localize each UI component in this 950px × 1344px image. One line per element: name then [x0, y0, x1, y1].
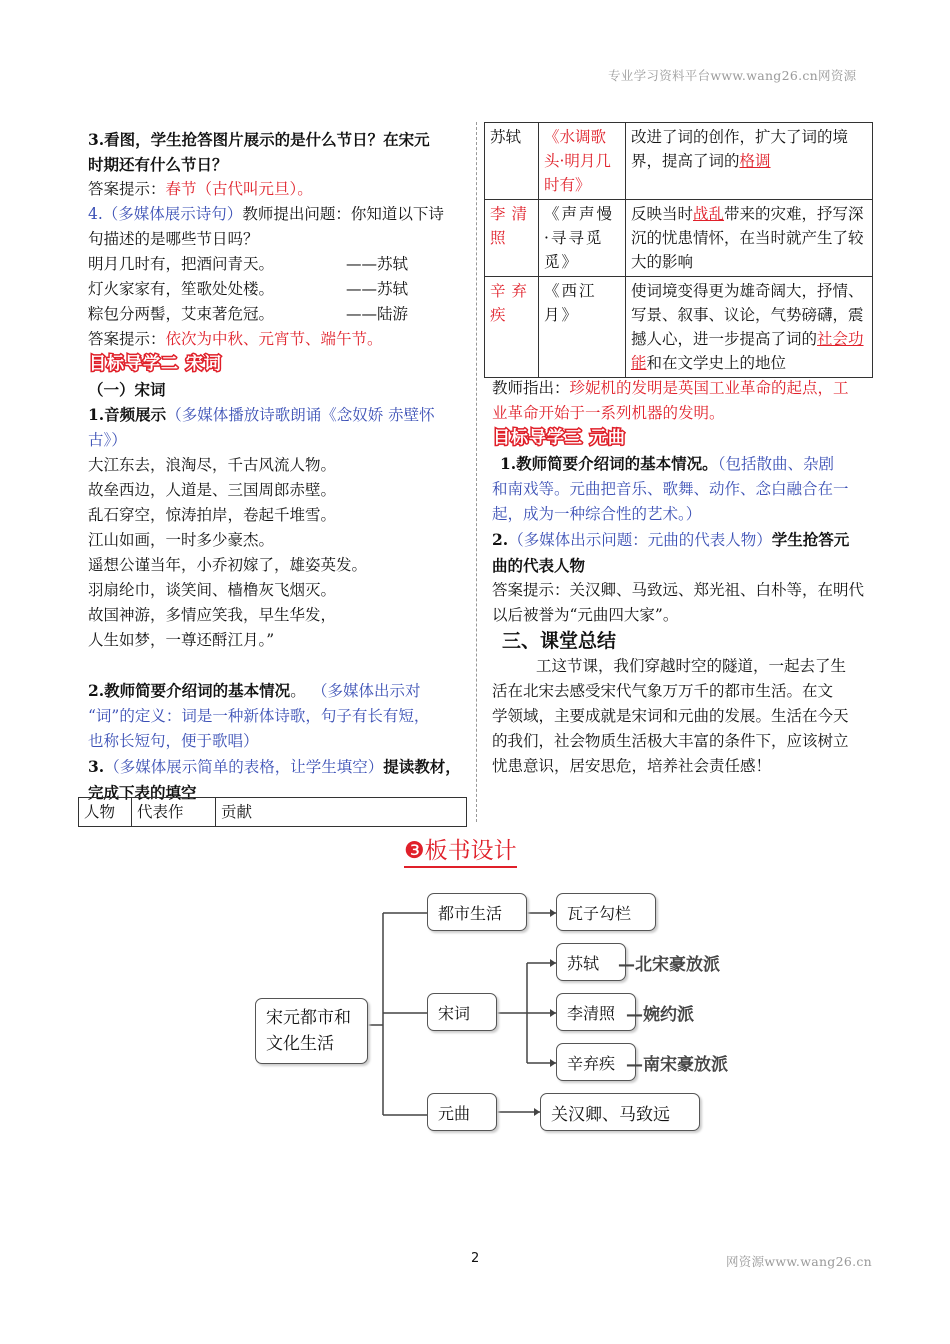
- node-label: 关汉卿、马致远: [551, 1104, 670, 1125]
- node-label: 都市生活: [438, 903, 503, 923]
- poem-niannujiao-3: 乱石穿空，惊涛拍岸，卷起千堆雪。: [88, 506, 337, 524]
- contrib-text: 反映当时: [631, 205, 694, 223]
- intro-note-3: 也称长短句，便于歌唱）: [88, 732, 259, 750]
- mindmap-node-wazi: [556, 893, 656, 931]
- contrib-text: 和在文学史上的地位: [646, 354, 787, 372]
- intro-label: 2.教师简要介绍词的基本情况: [88, 681, 291, 700]
- intro-dot: 。: [290, 682, 306, 700]
- mindmap-tag-xinqiji: —南宋豪放派: [626, 1055, 728, 1075]
- circled-three-icon: ❸: [404, 838, 425, 864]
- mindmap-node-xinqiji: [556, 1043, 636, 1081]
- table-instruction-cont: 完成下表的填空: [88, 783, 197, 802]
- yuanqu-intro-note-3: 起，成为一种综合性的艺术。）: [492, 505, 702, 523]
- yq-question: 学生抢答元: [771, 530, 850, 549]
- yuanqu-intro-note: （包括散曲、杂剧: [717, 455, 834, 473]
- header-site-text: 专业学习资料平台www.wang26.cn网资源: [608, 68, 857, 83]
- summary-line-1: 工这节课，我们穿越时空的隧道，一起去了生: [536, 657, 847, 675]
- contrib-text: 带来的灾难，抒写深沉的忧患情怀，在当时就产生了较大的影响: [631, 205, 864, 271]
- tag-label: 北宋豪放派: [635, 955, 720, 975]
- cell-person: 苏轼: [485, 123, 539, 200]
- poem-author: ——苏轼: [346, 280, 409, 298]
- contrib-key: 格调: [739, 152, 771, 170]
- footer-site-text: 网资源www.wang26.cn: [726, 1254, 873, 1269]
- contrib-key: 战乱: [693, 205, 725, 223]
- summary-line-2: 活在北宋去感受宋代气象万万千的都市生活。在文: [492, 682, 834, 700]
- q4-number: 4.: [88, 205, 103, 223]
- section-song-ci: （一）宋词: [88, 380, 166, 399]
- question-3: 3.看图，学生抢答图片展示的是什么节日？在宋元: [88, 130, 430, 149]
- summary-line-4: 的我们，社会物质生活极大丰富的条件下，应该树立: [492, 732, 849, 750]
- poem-niannujiao-8: 人生如梦，一尊还酹江月。”: [88, 631, 275, 649]
- tag-label: 婉约派: [643, 1005, 694, 1025]
- yq-num: 2.: [492, 530, 509, 549]
- node-label: 宋词: [438, 1003, 471, 1023]
- poem-text: 粽包分两髻，艾束著危冠。: [88, 305, 275, 323]
- yuanqu-question-cont: 曲的代表人物: [492, 556, 586, 575]
- table-instruction: 提读教材，: [383, 757, 461, 776]
- question-4-cont: 句描述的是哪些节日吗？: [88, 230, 259, 248]
- poem-author: ——苏轼: [346, 255, 409, 273]
- banner-text: 目标导学二 宋词: [89, 354, 222, 374]
- contrib-text: 改进了词的创作，扩大了词的境界，提高了词的: [631, 128, 849, 170]
- root-label: 宋元都市和文化生活: [266, 1008, 351, 1054]
- mindmap-node-liqingzhao: [556, 993, 636, 1031]
- tag-label: 南宋豪放派: [643, 1055, 728, 1075]
- poem-author: ——陆游: [346, 305, 409, 323]
- note-label: 教师指出：: [492, 379, 570, 397]
- header-person: 人物: [79, 798, 132, 827]
- intro-note: （多媒体出示对: [319, 682, 421, 700]
- banner-text: 目标导学三 元曲: [493, 428, 626, 448]
- summary-line-5: 忧患意识，居安思危，培养社会责任感！: [492, 757, 772, 775]
- table-note: （多媒体展示简单的表格，让学生填空）: [104, 758, 384, 776]
- poem-niannujiao-4: 江山如画，一时多少豪杰。: [88, 531, 275, 549]
- summary-title: 三、课堂总结: [502, 630, 617, 652]
- node-label: 瓦子勾栏: [567, 903, 632, 923]
- poem-text: 灯火家家有，笙歌处处楼。: [88, 280, 275, 298]
- mindmap-node-yuanqu: [427, 1093, 497, 1131]
- yuanqu-answer: 答案提示：关汉卿、马致远、郑光祖、白朴等，在明代: [492, 581, 865, 599]
- mindmap-root: [255, 998, 368, 1064]
- header-contribution: 贡献: [216, 798, 467, 827]
- yuanqu-intro-label: 1.教师简要介绍词的基本情况。: [500, 454, 718, 473]
- cell-person: 李清照: [485, 200, 539, 277]
- mindmap-node-guanhanqing: [540, 1093, 700, 1131]
- board-title-text: 板书设计: [424, 838, 517, 864]
- page-number: 2: [471, 1251, 480, 1266]
- node-label: 元曲: [438, 1103, 471, 1123]
- mindmap-node-sushi: [556, 943, 626, 981]
- mindmap-node-city-life: [427, 893, 527, 931]
- node-label: 李清照: [567, 1003, 616, 1023]
- answer-value: 依次为中秋、元宵节、端午节。: [165, 330, 383, 348]
- contrib-text: 使词境变得更为雄奇阔大，抒情、写景、叙事、议论，气势磅礴，震撼人心，进一步提高了词的: [631, 282, 864, 348]
- q4-text: 教师提出问题：你知道以下诗: [242, 205, 444, 223]
- cell-person: 辛弃疾: [485, 277, 539, 378]
- yq-note: （多媒体出示问题：元曲的代表人物）: [508, 531, 772, 549]
- summary-line-3: 学领域，主要成就是宋词和元曲的发展。生活在今天: [492, 707, 849, 725]
- poem-niannujiao-7: 故国神游，多情应笑我，早生华发，: [88, 606, 337, 624]
- audio-note: （多媒体播放诗歌朗诵《念奴娇 赤壁怀: [166, 406, 435, 424]
- poem-niannujiao-2: 故垒西边，人道是、三国周郎赤壁。: [88, 481, 337, 499]
- node-label: 苏轼: [567, 953, 600, 973]
- answer-label: 答案提示：: [88, 330, 166, 348]
- contrib-key: 社会功能: [631, 330, 864, 372]
- cell-work: 《声声慢·寻寻觅觅》: [539, 200, 626, 277]
- cell-work: 《西江月》: [539, 277, 626, 378]
- yuanqu-intro-note-2: 和南戏等。元曲把音乐、歌舞、动作、念白融合在一: [492, 480, 849, 498]
- intro-note-2: “词”的定义：词是一种新体诗歌，句子有长有短，: [88, 707, 430, 725]
- node-label: 辛弃疾: [567, 1053, 616, 1073]
- poem-niannujiao-1: 大江东去，浪淘尽，千古风流人物。: [88, 456, 337, 474]
- audio-label: 1.音频展示: [88, 405, 167, 424]
- audio-note-cont: 古》）: [88, 431, 127, 449]
- poem-niannujiao-5: 遥想公谨当年，小乔初嫁了，雄姿英发。: [88, 556, 368, 574]
- q4-media-note: （多媒体展示诗句）: [102, 205, 243, 223]
- poem-text: 明月几时有，把酒问青天。: [88, 255, 275, 273]
- teacher-note-cont: 业革命开始于一系列机器的发明。: [492, 404, 725, 422]
- header-work: 代表作: [132, 798, 216, 827]
- mindmap-tag-sushi: —北宋豪放派: [618, 955, 720, 975]
- table-num: 3.: [88, 757, 105, 776]
- yuanqu-answer-cont: 以后被誉为“元曲四大家”。: [492, 606, 679, 624]
- note-text: 珍妮机的发明是英国工业革命的起点，工: [569, 379, 849, 397]
- cell-work: 《水调歌头·明月几时有》: [539, 123, 626, 200]
- mindmap-node-songci: [427, 993, 497, 1031]
- answer-label: 答案提示：: [88, 180, 166, 198]
- answer-value: 春节（古代叫元旦）。: [165, 180, 313, 198]
- question-3-cont: 时期还有什么节日？: [88, 155, 228, 174]
- poem-niannujiao-6: 羽扇纶巾，谈笑间、樯橹灰飞烟灭。: [88, 581, 337, 599]
- mindmap-tag-liqingzhao: —婉约派: [626, 1005, 694, 1025]
